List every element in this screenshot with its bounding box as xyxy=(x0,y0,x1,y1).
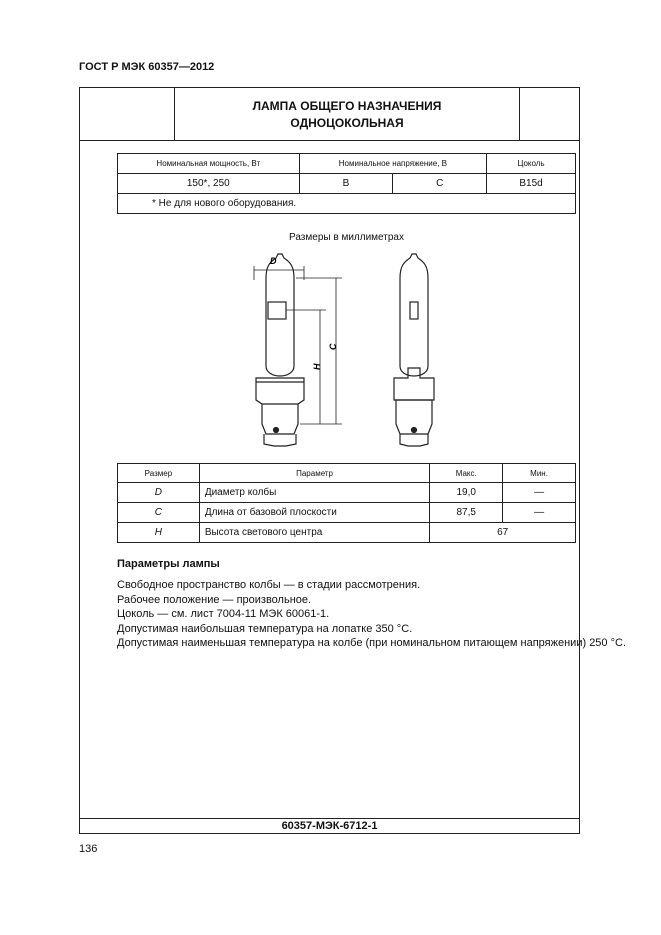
filament-side xyxy=(268,302,286,319)
param-line: Допустимая наибольшая температура на лопатке 350 °С. xyxy=(117,622,413,635)
fin-front xyxy=(394,368,434,400)
header-divider-right xyxy=(519,87,520,141)
dim-max: 19,0 xyxy=(430,483,503,503)
standard-title: ГОСТ Р МЭК 60357—2012 xyxy=(79,61,215,73)
param-line: Свободное пространство колбы — в стадии рассмотрения. xyxy=(117,579,421,591)
dim-value: 67 xyxy=(430,523,576,543)
params-title: Параметры лампы xyxy=(117,558,220,570)
filament-front xyxy=(410,302,418,319)
table-row xyxy=(118,523,576,543)
dim-min: — xyxy=(503,503,576,523)
label-c: C xyxy=(328,343,338,350)
col-cap: Цоколь xyxy=(487,154,576,174)
ratings-note: * Не для нового оборудования. xyxy=(118,194,576,214)
dim-parameter: Длина от базовой плоскости xyxy=(199,503,429,523)
pin-side xyxy=(274,428,279,433)
col-max: Макс. xyxy=(430,464,503,483)
table-row xyxy=(118,503,576,523)
ratings-header-row xyxy=(118,154,576,174)
dimensions-caption: Размеры в миллиметрах xyxy=(289,232,404,243)
col-power: Номинальная мощность, Вт xyxy=(118,154,300,174)
sheet-title-line2: ОДНОЦОКОЛЬНАЯ xyxy=(290,116,404,130)
ratings-note-row xyxy=(118,194,576,214)
cap-outline-side xyxy=(256,378,304,434)
param-line: Рабочее положение — произвольное. xyxy=(117,593,312,606)
ratings-table xyxy=(117,153,576,214)
param-line: Допустимая наименьшая температура на колбе (при номинальном питающем напряжении) 250 °С. xyxy=(117,637,627,649)
col-voltage: Номинальное напряжение, В xyxy=(299,154,487,174)
label-d: D xyxy=(270,256,277,266)
sheet-code: 60357-МЭК-6712-1 xyxy=(281,820,378,832)
bulb-outline-front xyxy=(400,254,428,376)
dimensions-table xyxy=(117,463,576,543)
voltage-c: C xyxy=(393,174,487,194)
dim-max: 87,5 xyxy=(430,503,503,523)
dim-symbol: C xyxy=(118,503,200,523)
dim-symbol: D xyxy=(118,483,200,503)
voltage-b: B xyxy=(299,174,393,194)
dim-parameter: Диаметр колбы xyxy=(199,483,429,503)
dim-parameter: Высота светового центра xyxy=(199,523,429,543)
ratings-value-row xyxy=(118,174,576,194)
dims-header-row xyxy=(118,464,576,483)
sheet-title xyxy=(175,98,519,132)
dim-symbol: H xyxy=(118,523,200,543)
table-row xyxy=(118,483,576,503)
label-h: H xyxy=(312,363,322,370)
pin-front xyxy=(412,428,417,433)
lamp-drawing xyxy=(240,248,460,453)
page-number: 136 xyxy=(79,843,98,855)
col-size: Размер xyxy=(118,464,200,483)
col-param: Параметр xyxy=(199,464,429,483)
power-value: 150*, 250 xyxy=(118,174,300,194)
footer-divider xyxy=(79,818,580,819)
cap-value: B15d xyxy=(487,174,576,194)
dim-min: — xyxy=(503,483,576,503)
sheet-title-line1: ЛАМПА ОБЩЕГО НАЗНАЧЕНИЯ xyxy=(252,99,442,113)
params-list xyxy=(117,578,626,651)
col-min: Мин. xyxy=(503,464,576,483)
bulb-outline-side xyxy=(266,254,294,376)
param-line: Цоколь — см. лист 7004-11 МЭК 60061-1. xyxy=(117,608,330,620)
lamp-front-view xyxy=(394,254,434,446)
